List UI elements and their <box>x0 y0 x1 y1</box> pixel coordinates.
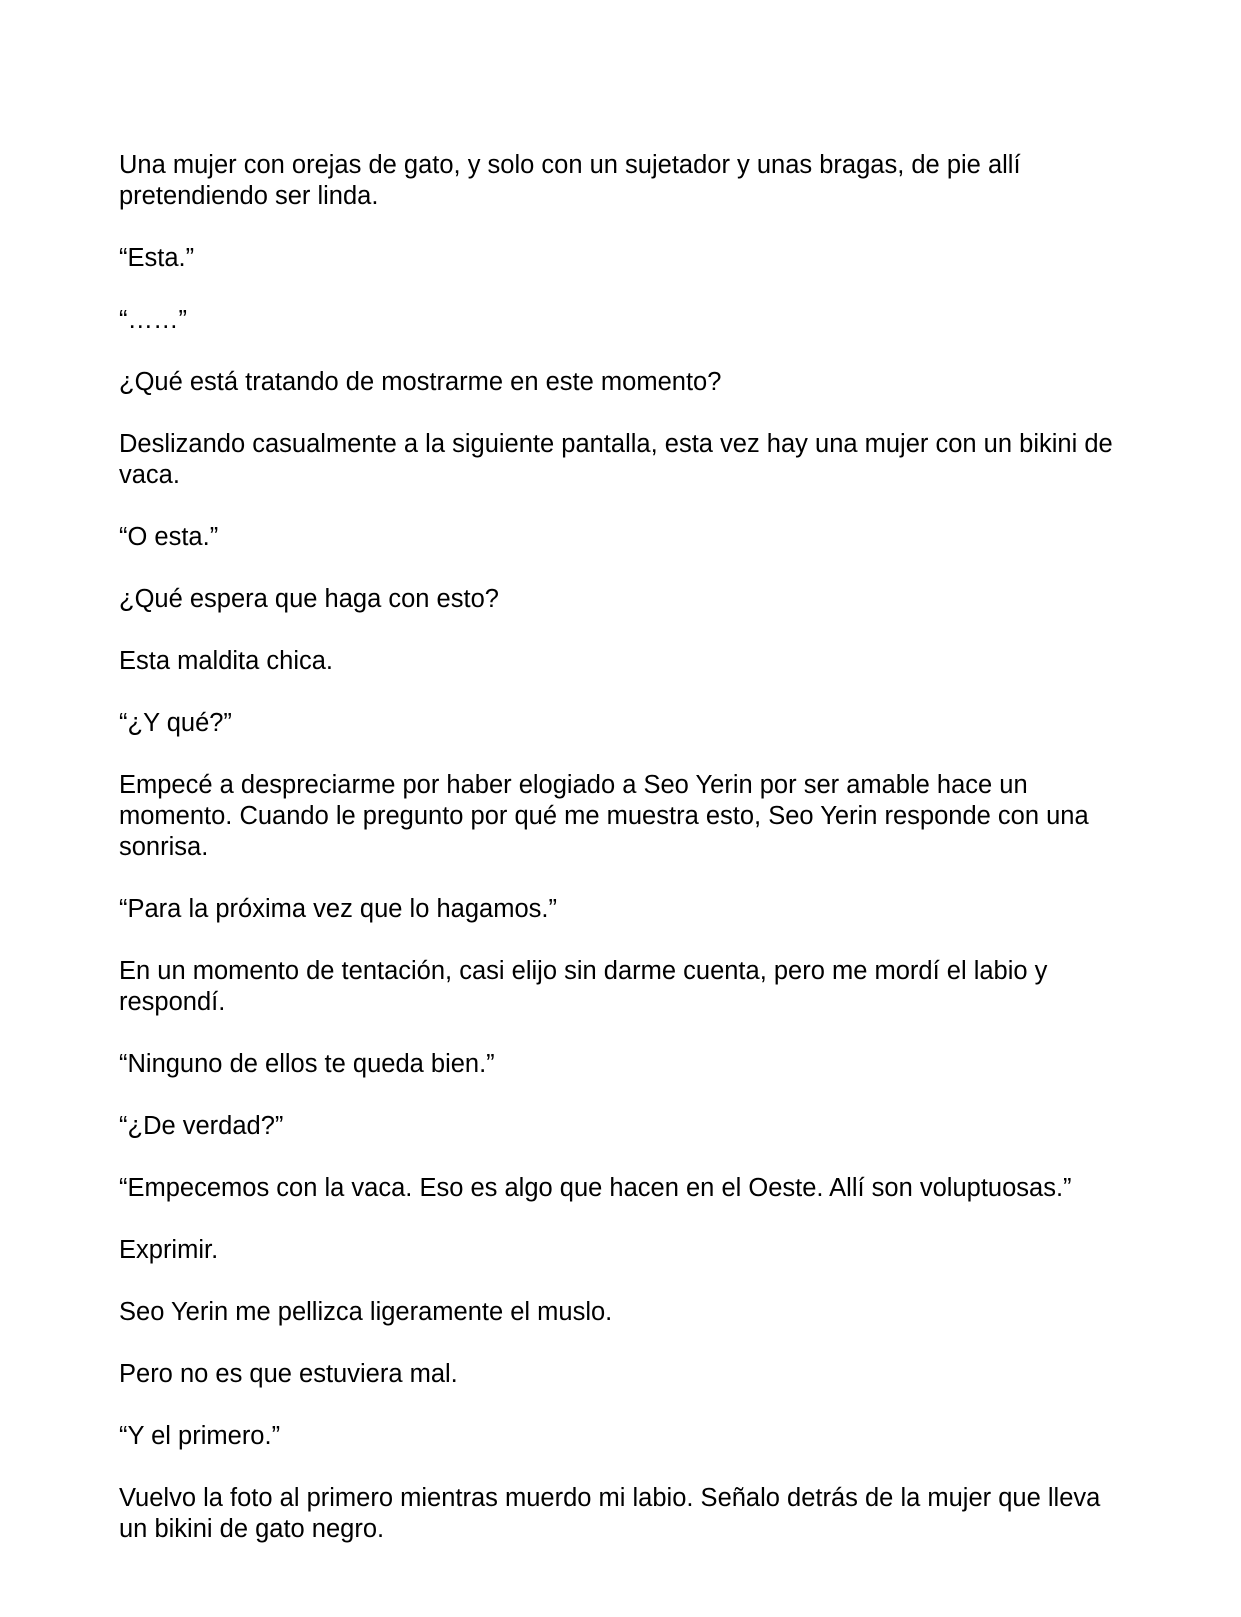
paragraph: Vuelvo la foto al primero mientras muerdo mi labio. Señalo detrás de la mujer que lleva un bikini de gato negro. <box>119 1484 1101 1543</box>
paragraph: “O esta.” <box>119 523 219 551</box>
paragraph: Seo Yerin me pellizca ligeramente el muslo. <box>119 1298 613 1326</box>
paragraph: “Ninguno de ellos te queda bien.” <box>119 1050 495 1078</box>
paragraph: “Y el primero.” <box>119 1422 281 1450</box>
paragraph: Deslizando casualmente a la siguiente pantalla, esta vez hay una mujer con un bikini de vaca. <box>119 430 1113 489</box>
paragraph: “¿Y qué?” <box>119 709 232 737</box>
paragraph: “Para la próxima vez que lo hagamos.” <box>119 895 557 923</box>
paragraph: Una mujer con orejas de gato, y solo con un sujetador y unas bragas, de pie allí pretendiendo ser linda. <box>119 151 1021 210</box>
paragraph: Pero no es que estuviera mal. <box>119 1360 458 1388</box>
paragraph: Exprimir. <box>119 1236 219 1264</box>
paragraph: “Esta.” <box>119 244 195 272</box>
document-body <box>119 150 1129 1576</box>
paragraph: En un momento de tentación, casi elijo sin darme cuenta, pero me mordí el labio y respondí. <box>119 957 1048 1016</box>
paragraph: ¿Qué espera que haga con esto? <box>119 585 499 613</box>
paragraph: Esta maldita chica. <box>119 647 334 675</box>
paragraph: ¿Qué está tratando de mostrarme en este momento? <box>119 368 722 396</box>
paragraph: “¿De verdad?” <box>119 1112 284 1140</box>
paragraph: Empecé a despreciarme por haber elogiado a Seo Yerin por ser amable hace un momento. Cuando le pregunto por qué me muestra esto, Seo Yerin responde con una sonrisa. <box>119 771 1089 861</box>
paragraph: “Empecemos con la vaca. Eso es algo que hacen en el Oeste. Allí son voluptuosas.” <box>119 1174 1072 1202</box>
paragraph: “……” <box>119 306 187 334</box>
